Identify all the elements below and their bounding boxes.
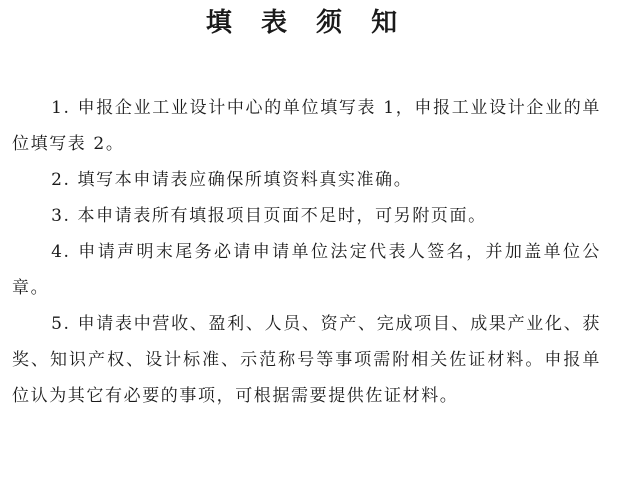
instructions-list — [12, 90, 601, 414]
instruction-item-5: 5. 申请表中营收、盈利、人员、资产、完成项目、成果产业化、获奖、知识产权、设计标准、示范称号等事项需附相关佐证材料。申报单位认为其它有必要的事项，可根据需要提供佐证材料。 — [12, 314, 601, 406]
instruction-item-2: 2. 填写本申请表应确保所填资料真实准确。 — [51, 170, 413, 190]
page-title: 填 表 须 知 — [205, 8, 408, 38]
instruction-item-4: 4. 申请声明末尾务必请申请单位法定代表人签名，并加盖单位公章。 — [12, 242, 601, 298]
instruction-item-1: 1. 申报企业工业设计中心的单位填写表 1，申报工业设计企业的单位填写表 2。 — [12, 98, 601, 154]
instruction-item-3: 3. 本申请表所有填报项目页面不足时，可另附页面。 — [51, 206, 487, 226]
